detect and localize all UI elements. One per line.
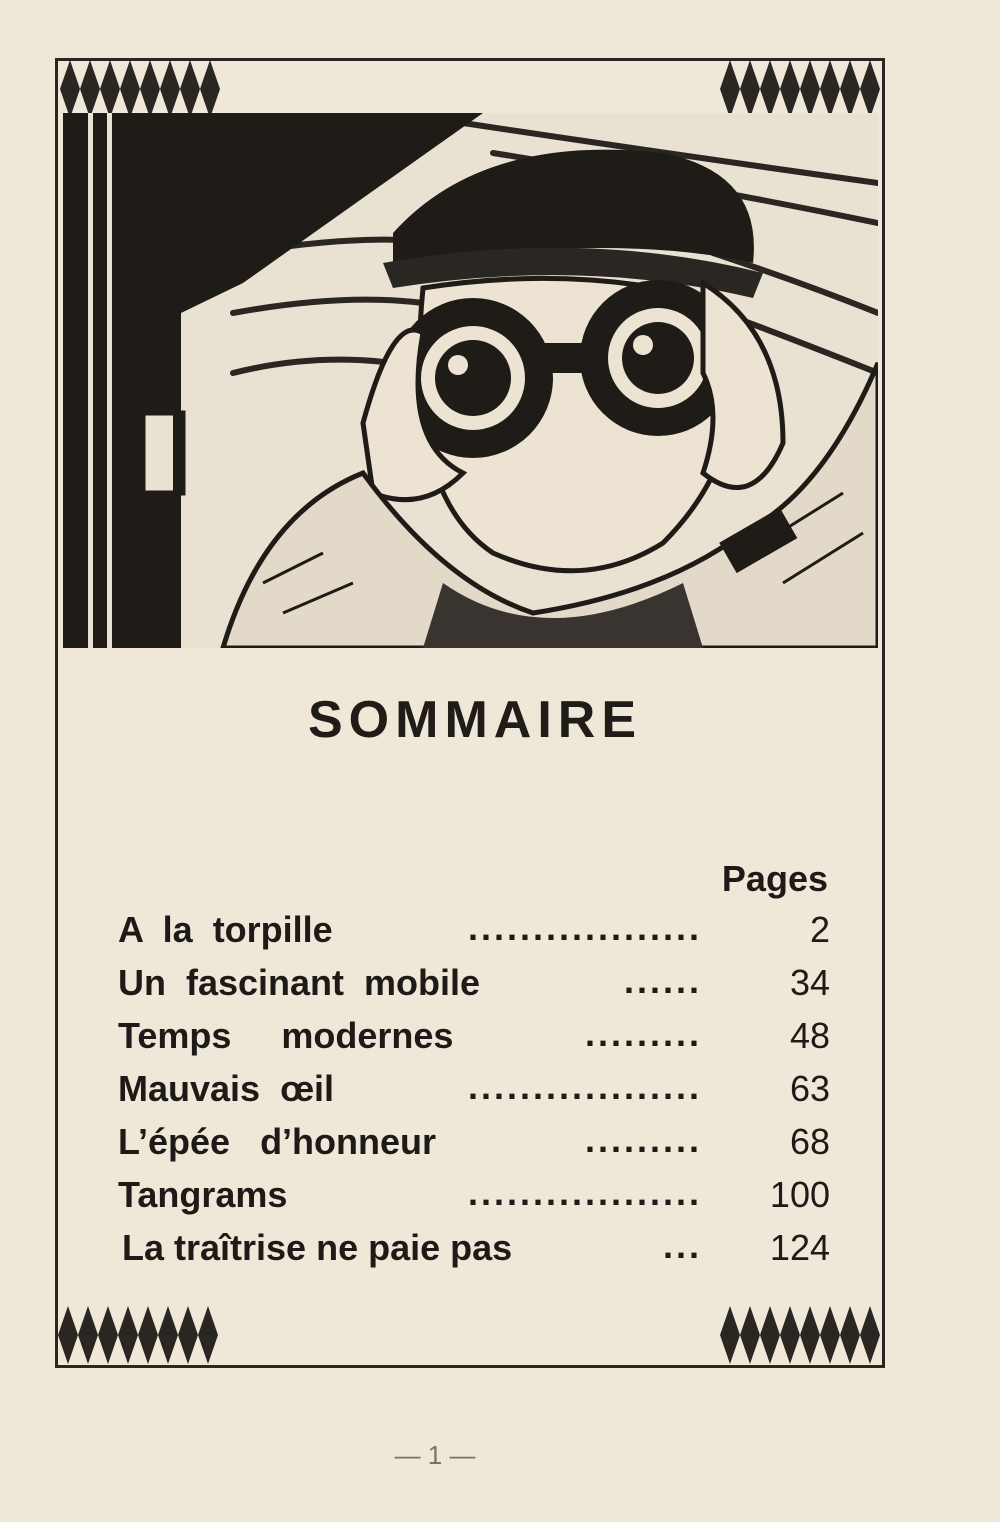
toc-entry[interactable] [118,905,830,958]
table-of-contents [118,905,830,1276]
toc-entry-page: 100 [769,1174,830,1215]
toc-entry[interactable] [118,1223,830,1276]
toc-entry-title: Un fascinant mobile [118,962,481,1003]
toc-entry[interactable] [118,1064,830,1117]
toc-leader-dots: .................. [467,907,702,948]
toc-leader-dots: .................. [467,1172,702,1213]
toc-entry-title: Temps modernes [118,1015,454,1056]
toc-entry-title: Mauvais œil [118,1068,335,1109]
toc-leader-dots: ......... [584,1013,702,1054]
toc-leader-dots: ... [662,1225,702,1266]
page-number: — 1 — [394,1440,476,1470]
diamond-border-top-right [720,60,880,118]
diamond-border-bottom-right [720,1306,880,1364]
page-title: SOMMAIRE [308,691,642,749]
diamond-border-bottom-left [58,1306,218,1364]
diamond-border-top-left [60,60,220,118]
toc-entry-title: L’épée d’honneur [118,1121,437,1162]
toc-leader-dots: .................. [467,1066,702,1107]
toc-entry-page: 2 [809,909,830,950]
toc-entry[interactable] [118,958,830,1011]
toc-entry-page: 34 [789,962,830,1003]
toc-entry-page: 124 [769,1227,830,1268]
toc-leader-dots: ......... [584,1119,702,1160]
toc-entry-page: 63 [789,1068,830,1109]
pages-column-header: Pages [721,858,828,899]
toc-entry-page: 68 [789,1121,830,1162]
toc-entry[interactable] [118,1117,830,1170]
toc-entry[interactable] [118,1011,830,1064]
toc-entry[interactable] [118,1170,830,1223]
sailor-binoculars-illustration [63,113,878,648]
toc-entry-title: La traîtrise ne paie pas [122,1227,513,1268]
toc-entry-page: 48 [789,1015,830,1056]
toc-entry-title: A la torpille [118,909,333,950]
toc-entry-title: Tangrams [118,1174,288,1215]
toc-leader-dots: ...... [623,960,702,1001]
